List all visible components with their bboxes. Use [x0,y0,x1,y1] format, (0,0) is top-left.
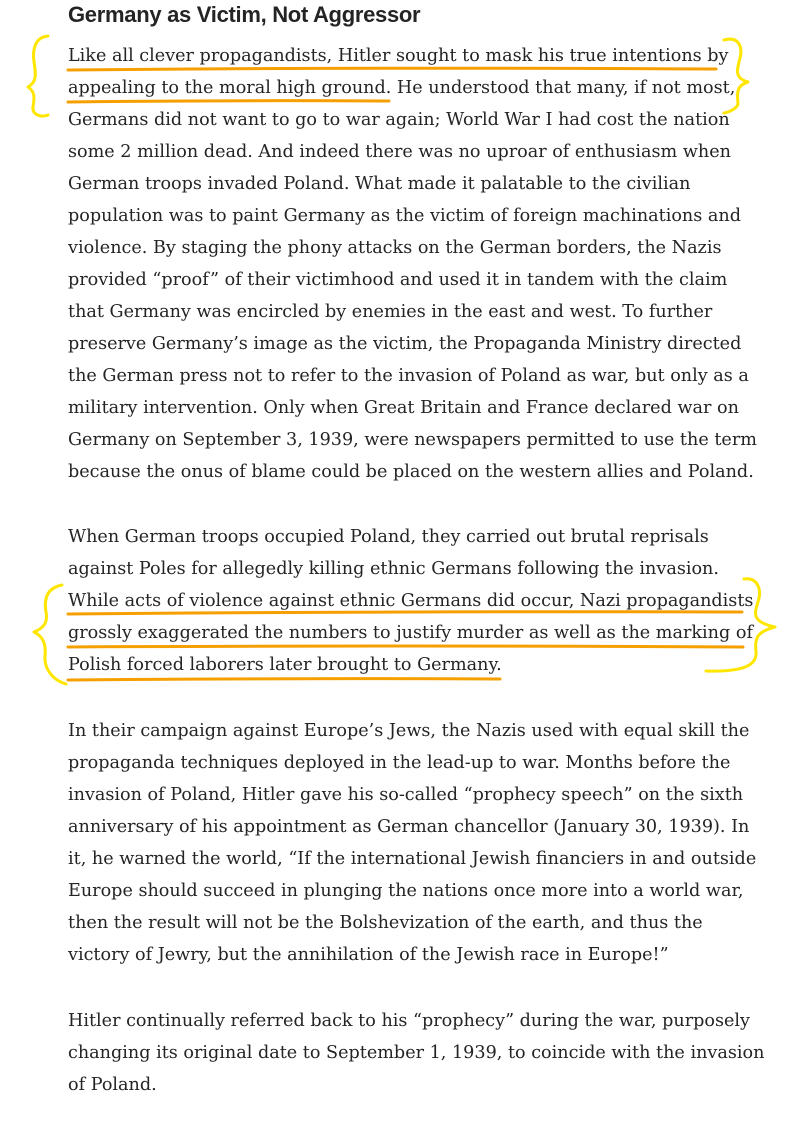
left-bracket [34,585,66,684]
text-line: some 2 million dead. And indeed there was no uproar of enthusiasm when [68,142,731,162]
text-line: changing its original date to September 1, 1939, to coincide with the invasion [68,1043,765,1063]
text-line: population was to paint Germany as the victim of foreign machinations and [68,206,741,226]
text-line: Hitler continually referred back to his “prophecy” during the war, purposely [68,1011,750,1031]
text-line: then the result will not be the Bolshevization of the earth, and thus the [68,913,703,933]
text-line: provided “proof” of their victimhood and used it in tandem with the claim [68,270,728,290]
article-subheading: Germany as Victim, Not Aggressor [68,2,421,27]
text-line: victory of Jewry, but the annihilation of the Jewish race in Europe!” [68,945,669,965]
text-line: grossly exaggerated the numbers to justify murder as well as the marking of [68,623,753,643]
left-bracket [28,36,48,116]
text-line: of Poland. [68,1075,157,1095]
paragraph-1 [68,40,757,488]
text-line: invasion of Poland, Hitler gave his so-called “prophecy speech” on the sixth [68,785,744,805]
text-line: the German press not to refer to the invasion of Poland as war, but only as a [68,366,749,386]
text-line: German troops invaded Poland. What made it palatable to the civilian [68,174,691,194]
text-line: against Poles for allegedly killing ethnic Germans following the invasion. [68,559,719,579]
text-line: When German troops occupied Poland, they carried out brutal reprisals [68,527,709,547]
text-line: anniversary of his appointment as German chancellor (January 30, 1939). In [68,817,750,837]
text-line: propaganda techniques deployed in the lead-up to war. Months before the [68,753,731,773]
text-line: it, he warned the world, “If the international Jewish financiers in and outside [68,849,757,869]
text-line: Germany on September 3, 1939, were newspapers permitted to use the term [68,430,757,450]
paragraph-3 [68,715,756,971]
text-line: Germans did not want to go to war again; World War I had cost the nation [68,110,730,130]
paragraph-2 [68,521,753,681]
text-line: appealing to the moral high ground. He understood that many, if not most, [68,78,736,98]
text-line: Polish forced laborers later brought to Germany. [68,655,502,675]
text-line: military intervention. Only when Great Britain and France declared war on [68,398,739,418]
text-line: violence. By staging the phony attacks on the German borders, the Nazis [68,238,722,258]
text-line: that Germany was encircled by enemies in the east and west. To further [68,302,713,322]
text-line: Like all clever propagandists, Hitler sought to mask his true intentions by [68,46,729,66]
text-line: Europe should succeed in plunging the nations once more into a world war, [68,881,744,901]
paragraph-4 [68,1005,764,1101]
text-line: In their campaign against Europe’s Jews, the Nazis used with equal skill the [68,721,750,741]
text-line: because the onus of blame could be placed on the western allies and Poland. [68,462,754,482]
text-line: While acts of violence against ethnic Germans did occur, Nazi propagandists [68,591,754,611]
text-line: preserve Germany’s image as the victim, the Propaganda Ministry directed [68,334,742,354]
